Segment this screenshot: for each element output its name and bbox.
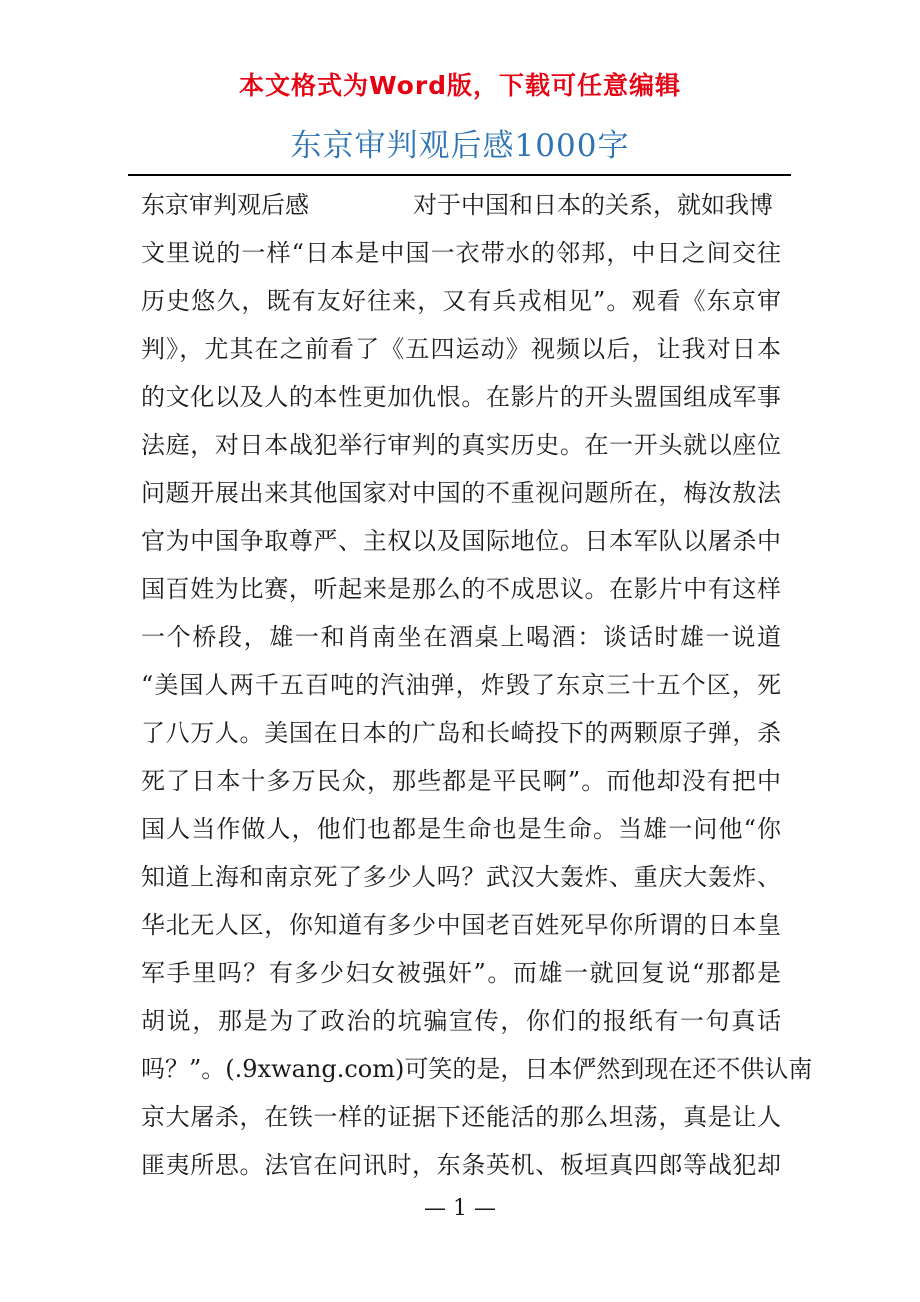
paragraph-line: 华北无人区，你知道有多少中国老百姓死早你所谓的日本皇: [141, 911, 781, 939]
paragraph-line: 一个桥段，雄一和肖南坐在酒桌上喝酒：谈话时雄一说道: [141, 623, 781, 651]
paragraph-line: 京大屠杀，在铁一样的证据下还能活的那么坦荡，真是让人: [141, 1103, 781, 1131]
article-lead: 东京审判观后感: [141, 191, 309, 219]
paragraph-line: 判》，尤其在之前看了《五四运动》视频以后，让我对日本: [141, 335, 781, 363]
paragraph-line: 官为中国争取尊严、主权以及国际地位。日本军队以屠杀中: [141, 527, 781, 555]
paragraph-line: 国人当作做人，他们也都是生命也是生命。当雄一问他“你: [141, 815, 781, 843]
paragraph-line: 了八万人。美国在日本的广岛和长崎投下的两颗原子弹，杀: [141, 719, 781, 747]
title-divider: [128, 174, 791, 176]
article-body: [141, 186, 813, 1194]
paragraph-line: 匪夷所思。法官在问讯时，东条英机、板垣真四郎等战犯却: [141, 1151, 781, 1179]
paragraph-line: 军手里吗？有多少妇女被强奸”。而雄一就回复说“那都是: [141, 959, 781, 987]
paragraph-line: [141, 186, 781, 234]
paragraph-line: 吗？”。(.9xwang.com)可笑的是，日本俨然到现在还不供认南: [141, 1055, 813, 1083]
paragraph-line: 历史悠久，既有友好往来，又有兵戎相见”。观看《东京审: [141, 287, 781, 315]
paragraph-line: 法庭，对日本战犯举行审判的真实历史。在一开头就以座位: [141, 431, 781, 459]
paragraph-line: 知道上海和南京死了多少人吗？武汉大轰炸、重庆大轰炸、: [141, 863, 781, 891]
paragraph-line: 的文化以及人的本性更加仇恨。在影片的开头盟国组成军事: [141, 383, 781, 411]
paragraph-line: 胡说，那是为了政治的坑骗宣传，你们的报纸有一句真话: [141, 1007, 781, 1035]
line-text: 对于中国和日本的关系，就如我博: [413, 191, 773, 219]
paragraph-line: 国百姓为比赛，听起来是那么的不成思议。在影片中有这样: [141, 575, 781, 603]
document-title: 东京审判观后感1000字: [290, 128, 630, 164]
page-number: — 1 —: [424, 1196, 496, 1221]
paragraph-line: “美国人两千五百吨的汽油弹，炸毁了东京三十五个区，死: [141, 671, 781, 699]
paragraph-line: 文里说的一样“日本是中国一衣带水的邻邦，中日之间交往: [141, 239, 781, 267]
paragraph-line: 问题开展出来其他国家对中国的不重视问题所在，梅汝敖法: [141, 479, 781, 507]
format-notice: 本文格式为Word版，下载可任意编辑: [238, 71, 682, 100]
paragraph-line: 死了日本十多万民众，那些都是平民啊”。而他却没有把中: [141, 767, 781, 795]
